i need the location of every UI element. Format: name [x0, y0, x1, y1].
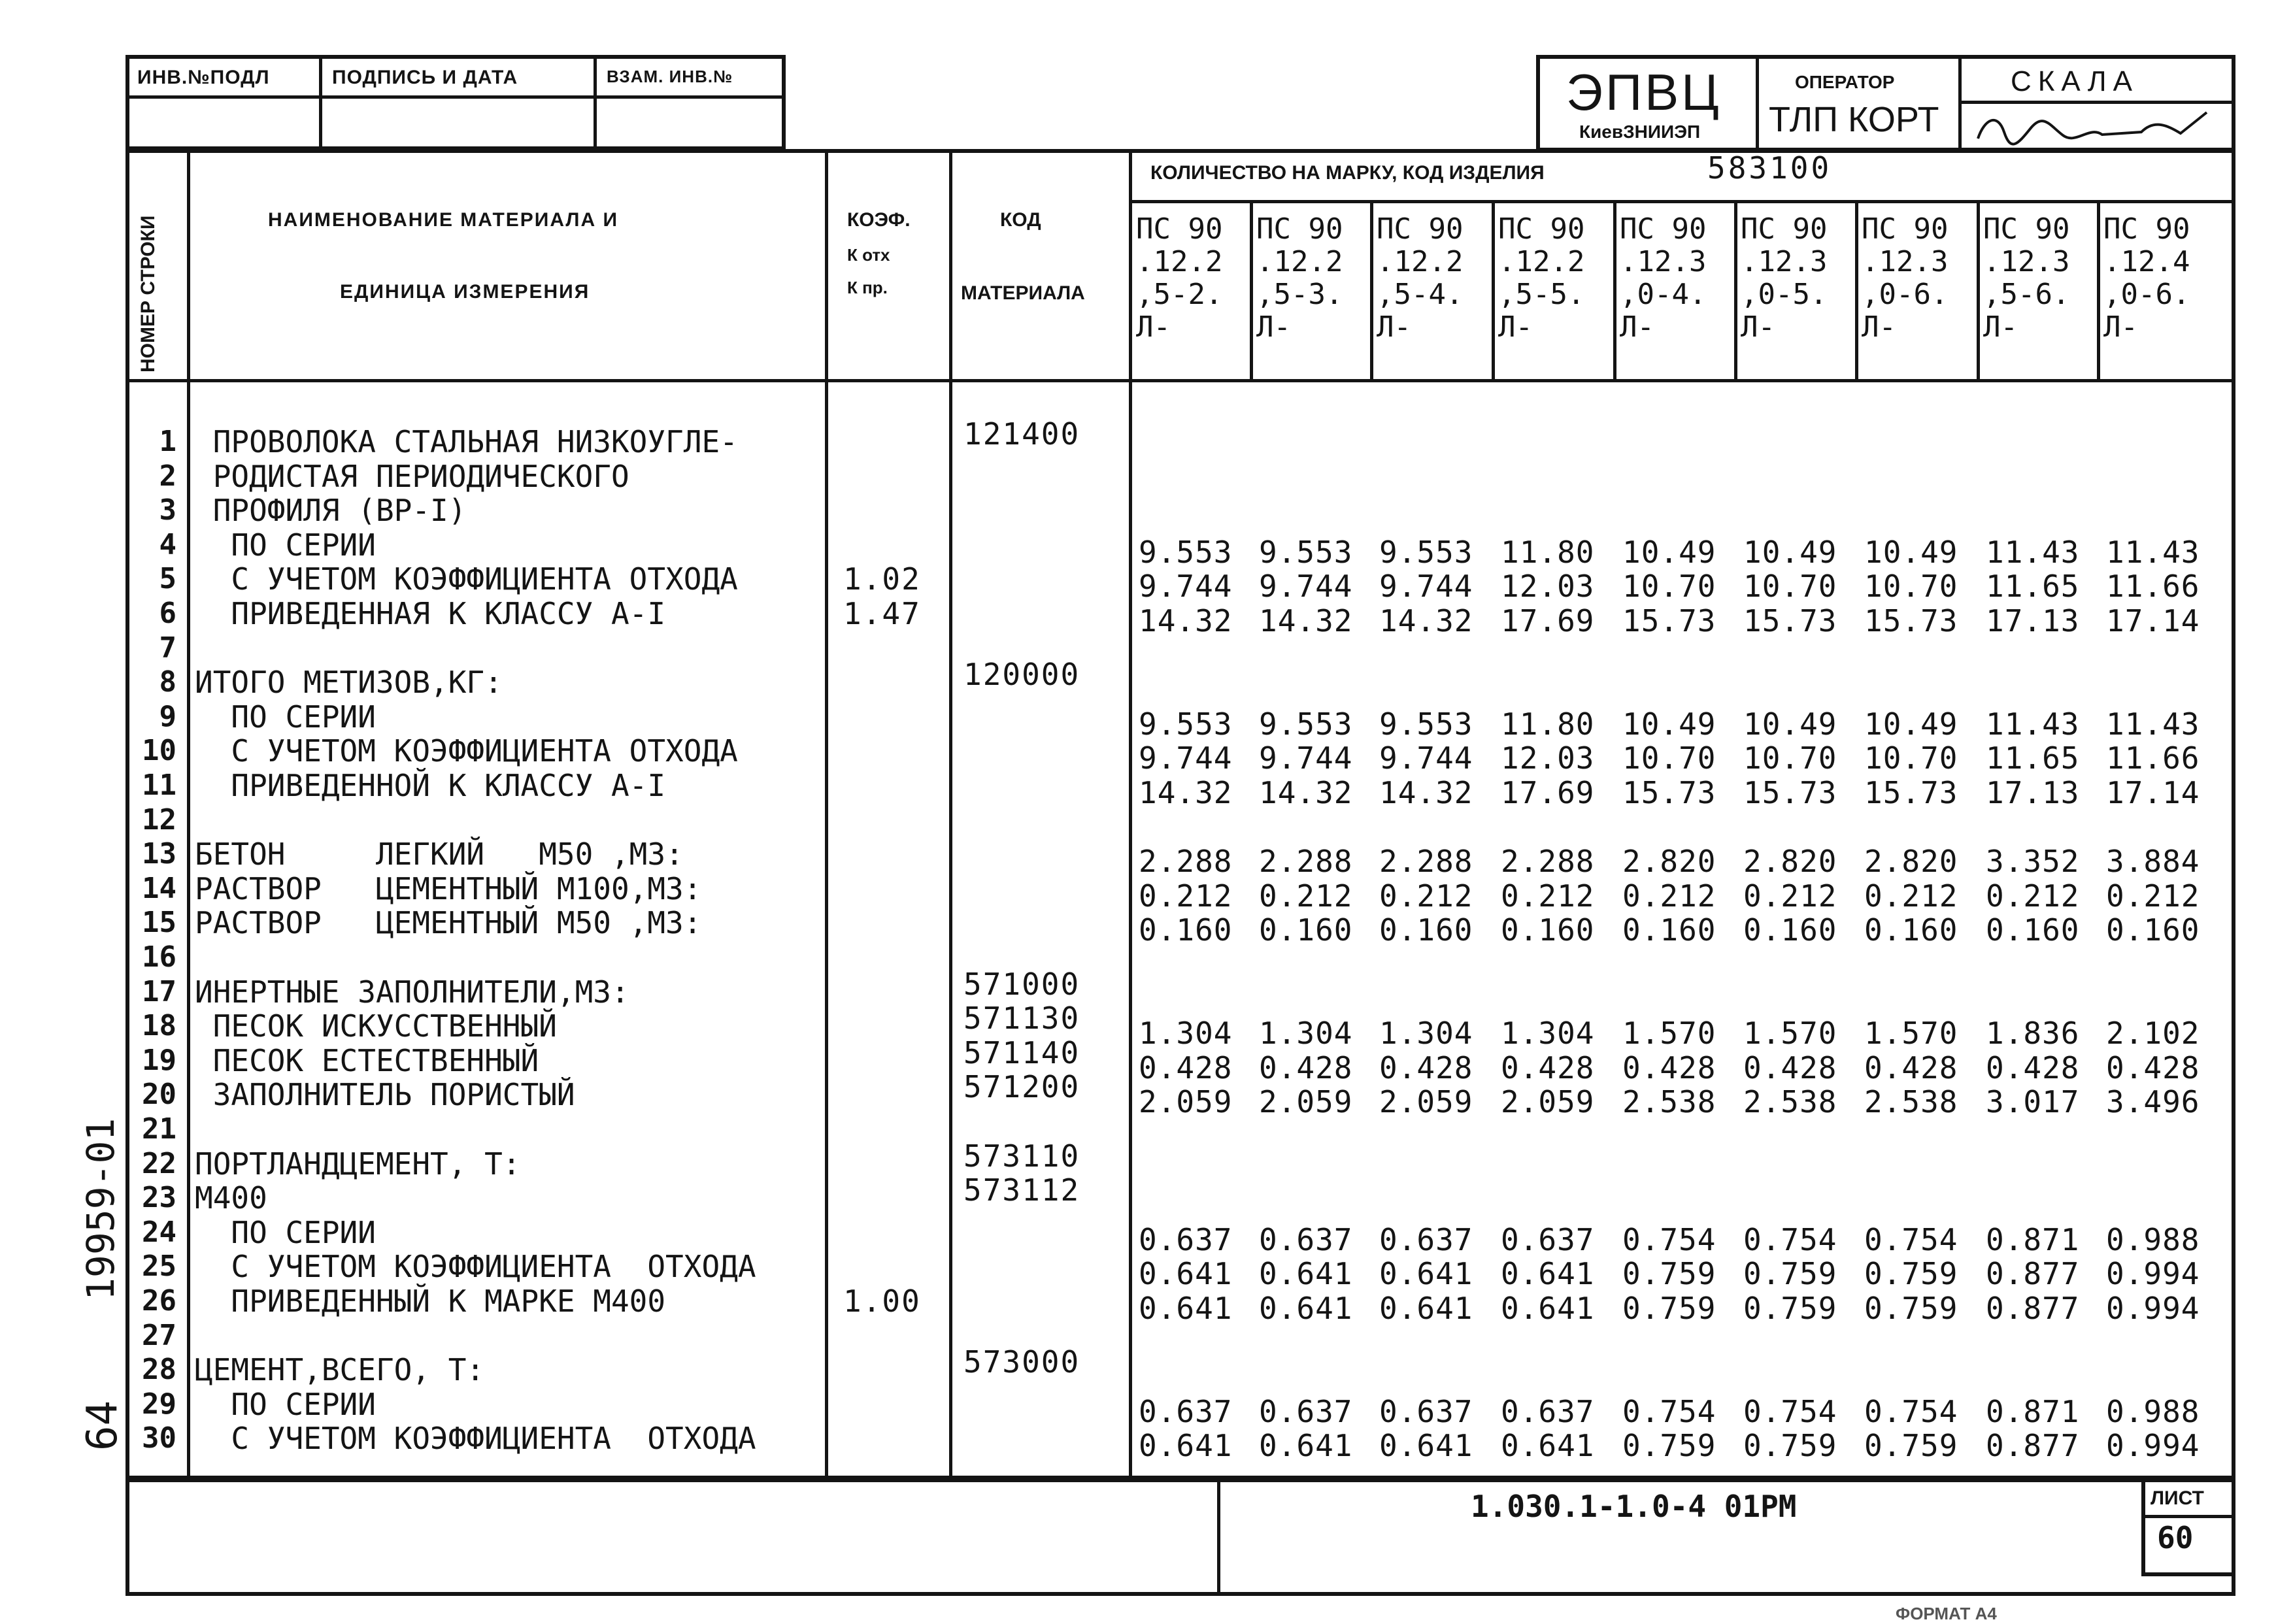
quantity-cell: 0.160	[1743, 912, 1837, 948]
material-description: ЗАПОЛНИТЕЛЬ ПОРИСТЫЙ	[195, 1077, 575, 1113]
quantity-cell: 0.428	[1501, 1050, 1595, 1085]
header-divider	[126, 379, 2235, 382]
row-number: 29	[142, 1387, 176, 1421]
quantity-cell: 0.759	[1743, 1428, 1837, 1464]
material-code: 121400	[963, 416, 1080, 452]
header-code-line1: КОД	[1000, 209, 1041, 231]
quantity-cell: 9.553	[1139, 534, 1233, 570]
stamp-inv-label: ИНВ.№ПОДЛ	[137, 67, 270, 88]
quantity-cell: 15.73	[1743, 603, 1837, 638]
header-name-line2: ЕДИНИЦА ИЗМЕРЕНИЯ	[340, 281, 590, 303]
quantity-cell: 1.304	[1501, 1016, 1595, 1052]
quantity-cell: 0.160	[1379, 912, 1473, 948]
row-number: 1	[159, 425, 176, 458]
material-description: РАСТВОР ЦЕМЕНТНЫЙ М50 ,М3:	[195, 905, 702, 941]
quantity-cell: 3.884	[2106, 844, 2200, 880]
material-description: ПРИВЕДЕННЫЙ К МАРКЕ М400	[195, 1284, 666, 1319]
quantity-cell: 0.212	[1622, 878, 1716, 914]
quantity-cell: 10.49	[1743, 706, 1837, 742]
material-code: 571000	[963, 966, 1080, 1002]
row-number: 9	[159, 699, 176, 733]
quantity-cell: 0.212	[1379, 878, 1473, 914]
quantity-cell: 0.759	[1864, 1428, 1958, 1464]
quantity-cell: 10.70	[1622, 569, 1716, 605]
product-column-header: ПС 90	[1983, 212, 2070, 246]
quantity-cell: 10.70	[1864, 569, 1958, 605]
product-column-header: .12.2	[1256, 245, 1343, 278]
row-number: 8	[159, 665, 176, 699]
row-number: 11	[142, 769, 176, 802]
quantity-cell: 0.759	[1622, 1428, 1716, 1464]
operator-label: ОПЕРАТОР	[1795, 72, 1895, 92]
quantity-cell: 0.212	[1259, 878, 1353, 914]
quantity-cell: 0.641	[1139, 1428, 1233, 1464]
quantity-cell: 15.73	[1622, 603, 1716, 638]
quantity-cell: 0.637	[1501, 1221, 1595, 1257]
product-column-header: ПС 90	[2103, 212, 2190, 246]
row-number: 26	[142, 1284, 176, 1317]
quantity-cell: 10.49	[1622, 706, 1716, 742]
quantity-cell: 0.994	[2106, 1428, 2200, 1464]
product-column-header: ,5-5.	[1498, 278, 1585, 311]
material-code: 571200	[963, 1069, 1080, 1105]
quantity-cell: 0.641	[1259, 1291, 1353, 1326]
product-column-header: ,5-6.	[1983, 278, 2070, 311]
quantity-cell: 11.43	[2106, 534, 2200, 570]
quantity-cell: 9.744	[1379, 569, 1473, 605]
quantity-cell: 1.570	[1864, 1016, 1958, 1052]
material-description: ПЕСОК ИСКУССТВЕННЫЙ	[195, 1008, 557, 1044]
quantity-cell: 12.03	[1501, 740, 1595, 776]
quantity-cell: 11.43	[2106, 706, 2200, 742]
material-description: ПРИВЕДЕННОЙ К КЛАССУ А-I	[195, 768, 666, 803]
quantity-cell: 17.14	[2106, 775, 2200, 810]
row-number: 25	[142, 1250, 176, 1284]
material-description: ПРОВОЛОКА СТАЛЬНАЯ НИЗКОУГЛЕ-	[195, 424, 738, 459]
quantity-cell: 0.641	[1139, 1256, 1233, 1292]
quantity-cell: 9.553	[1259, 706, 1353, 742]
quantity-cell: 14.32	[1379, 603, 1473, 638]
quantity-cell: 3.496	[2106, 1084, 2200, 1120]
quantity-cell: 9.744	[1259, 569, 1353, 605]
quantity-cell: 11.43	[1986, 706, 2080, 742]
product-column-header: ПС 90	[1498, 212, 1585, 246]
quantity-cell: 0.641	[1501, 1256, 1595, 1292]
quantity-cell: 0.160	[1986, 912, 2080, 948]
row-number: 12	[142, 803, 176, 837]
material-description: С УЧЕТОМ КОЭФФИЦИЕНТА ОТХОДА	[195, 561, 738, 597]
quantity-cell: 0.641	[1501, 1428, 1595, 1464]
quantity-cell: 17.14	[2106, 603, 2200, 638]
quantity-cell: 2.820	[1622, 844, 1716, 880]
quantity-cell: 0.160	[1864, 912, 1958, 948]
product-column-header: .12.2	[1377, 245, 1464, 278]
quantity-cell: 11.65	[1986, 740, 2080, 776]
header-coef-line1: КОЭФ.	[847, 209, 911, 231]
product-column-header: .12.3	[1983, 245, 2070, 278]
quantity-cell: 0.994	[2106, 1256, 2200, 1292]
format-label: ФОРМАТ А4	[1896, 1604, 1997, 1623]
quantity-cell: 11.43	[1986, 534, 2080, 570]
quantity-cell: 0.212	[1743, 878, 1837, 914]
material-description: ПРИВЕДЕННАЯ К КЛАССУ А-I	[195, 596, 666, 631]
header-coef-line3: К пр.	[847, 278, 888, 297]
quantity-cell: 17.13	[1986, 775, 2080, 810]
margin-page-number: 64	[78, 1400, 127, 1451]
operator-value: ТЛП КОРТ	[1769, 100, 1939, 139]
product-column-header: ПС 90	[1620, 212, 1707, 246]
org-box	[1536, 55, 2235, 152]
header-coef-line2: К отх	[847, 245, 890, 265]
material-description: РАСТВОР ЦЕМЕНТНЫЙ М100,М3:	[195, 870, 702, 906]
stamp-sign-label: ПОДПИСЬ И ДАТА	[332, 67, 518, 88]
row-number: 30	[142, 1421, 176, 1455]
quantity-cell: 0.759	[1864, 1256, 1958, 1292]
quantity-cell: 0.428	[2106, 1050, 2200, 1085]
product-column-header: ПС 90	[1862, 212, 1949, 246]
quantity-cell: 10.49	[1743, 534, 1837, 570]
quantity-cell: 0.759	[1864, 1291, 1958, 1326]
material-description: ПО СЕРИИ	[195, 1214, 376, 1250]
row-number: 16	[142, 940, 176, 974]
quantity-cell: 1.570	[1622, 1016, 1716, 1052]
quantity-cell: 2.288	[1501, 844, 1595, 880]
quantity-cell: 0.641	[1259, 1428, 1353, 1464]
quantity-cell: 17.69	[1501, 603, 1595, 638]
quantity-cell: 0.212	[1139, 878, 1233, 914]
quantity-cell: 17.69	[1501, 775, 1595, 810]
product-column-header: Л-	[1498, 310, 1533, 344]
material-code: 571130	[963, 1001, 1080, 1036]
material-description: ПЕСОК ЕСТЕСТВЕННЫЙ	[195, 1042, 539, 1078]
row-number: 17	[142, 974, 176, 1008]
quantity-cell: 2.820	[1743, 844, 1837, 880]
quantity-cell: 10.49	[1622, 534, 1716, 570]
material-code: 571140	[963, 1035, 1080, 1070]
quantity-cell: 9.553	[1259, 534, 1353, 570]
signature-scribble	[1971, 106, 2233, 152]
product-column-header: ,0-6.	[2103, 278, 2190, 311]
product-column-header: ПС 90	[1136, 212, 1223, 246]
quantity-cell: 0.759	[1622, 1291, 1716, 1326]
document-code: 1.030.1-1.0-4 01РМ	[1471, 1489, 1797, 1524]
quantity-cell: 9.744	[1139, 569, 1233, 605]
quantity-cell: 10.70	[1743, 740, 1837, 776]
row-number: 22	[142, 1146, 176, 1180]
quantity-cell: 0.428	[1743, 1050, 1837, 1085]
row-number: 5	[159, 562, 176, 596]
product-column-header: Л-	[1377, 310, 1411, 344]
qty-header-divider	[1129, 200, 2235, 203]
quantity-cell: 2.538	[1622, 1084, 1716, 1120]
quantity-cell: 9.744	[1259, 740, 1353, 776]
quantity-cell: 0.641	[1379, 1428, 1473, 1464]
quantity-cell: 0.160	[1139, 912, 1233, 948]
row-number: 15	[142, 906, 176, 940]
row-number: 24	[142, 1215, 176, 1249]
quantity-cell: 0.637	[1259, 1393, 1353, 1429]
quantity-cell: 0.428	[1622, 1050, 1716, 1085]
row-number: 20	[142, 1078, 176, 1112]
coefficient-value: 1.00	[843, 1284, 921, 1319]
signer-name: СКАЛА	[2011, 65, 2139, 97]
quantity-cell: 15.73	[1864, 603, 1958, 638]
quantity-cell: 0.754	[1864, 1221, 1958, 1257]
row-number: 13	[142, 837, 176, 871]
quantity-cell: 12.03	[1501, 569, 1595, 605]
row-number: 7	[159, 631, 176, 665]
material-description: РОДИСТАЯ ПЕРИОДИЧЕСКОГО	[195, 458, 629, 494]
quantity-cell: 0.988	[2106, 1221, 2200, 1257]
quantity-cell: 11.80	[1501, 534, 1595, 570]
row-number: 18	[142, 1009, 176, 1043]
quantity-cell: 0.212	[1501, 878, 1595, 914]
quantity-cell: 9.744	[1379, 740, 1473, 776]
quantity-cell: 0.759	[1743, 1291, 1837, 1326]
footer-separator	[1217, 1478, 1220, 1595]
product-column-header: ,5-4.	[1377, 278, 1464, 311]
quantity-cell: 0.754	[1622, 1393, 1716, 1429]
quantity-cell: 0.994	[2106, 1291, 2200, 1326]
quantity-cell: 0.641	[1379, 1291, 1473, 1326]
quantity-cell: 9.553	[1139, 706, 1233, 742]
quantity-cell: 0.754	[1864, 1393, 1958, 1429]
quantity-cell: 17.13	[1986, 603, 2080, 638]
row-number: 21	[142, 1112, 176, 1146]
quantity-cell: 2.820	[1864, 844, 1958, 880]
row-number: 4	[159, 527, 176, 561]
quantity-cell: 15.73	[1743, 775, 1837, 810]
material-description: С УЧЕТОМ КОЭФФИЦИЕНТА ОТХОДА	[195, 733, 738, 769]
quantity-cell: 14.32	[1259, 603, 1353, 638]
quantity-cell: 0.759	[1622, 1256, 1716, 1292]
quantity-cell: 0.877	[1986, 1256, 2080, 1292]
quantity-cell: 0.428	[1379, 1050, 1473, 1085]
quantity-cell: 2.288	[1139, 844, 1233, 880]
product-column-header: Л-	[1620, 310, 1654, 344]
quantity-cell: 0.754	[1743, 1393, 1837, 1429]
col-sep-rownum	[187, 149, 190, 1482]
col-sep-code	[1129, 149, 1132, 1482]
product-column-header: .12.3	[1741, 245, 1828, 278]
material-description: ЦЕМЕНТ,ВСЕГО, Т:	[195, 1352, 485, 1388]
quantity-cell: 0.428	[1986, 1050, 2080, 1085]
quantity-cell: 9.744	[1139, 740, 1233, 776]
quantity-cell: 2.102	[2106, 1016, 2200, 1052]
quantity-cell: 0.759	[1743, 1256, 1837, 1292]
quantity-cell: 0.212	[2106, 878, 2200, 914]
material-description: С УЧЕТОМ КОЭФФИЦИЕНТА ОТХОДА	[195, 1421, 756, 1457]
stamp-box	[126, 55, 786, 150]
quantity-cell: 0.428	[1139, 1050, 1233, 1085]
product-column-header: .12.4	[2103, 245, 2190, 278]
product-column-header: Л-	[1983, 310, 2018, 344]
header-qty-label: КОЛИЧЕСТВО НА МАРКУ, КОД ИЗДЕЛИЯ	[1150, 162, 1545, 184]
quantity-cell: 0.637	[1501, 1393, 1595, 1429]
quantity-cell: 3.017	[1986, 1084, 2080, 1120]
quantity-cell: 0.637	[1379, 1221, 1473, 1257]
quantity-cell: 2.059	[1379, 1084, 1473, 1120]
material-code: 573112	[963, 1172, 1080, 1208]
product-column-header: ,0-5.	[1741, 278, 1828, 311]
product-column-header: ПС 90	[1256, 212, 1343, 246]
quantity-cell: 0.871	[1986, 1221, 2080, 1257]
material-description: ИТОГО МЕТИЗОВ,КГ:	[195, 665, 503, 701]
col-sep-coef	[949, 149, 952, 1482]
quantity-cell: 14.32	[1259, 775, 1353, 810]
quantity-cell: 0.212	[1864, 878, 1958, 914]
material-description: М400	[195, 1180, 267, 1216]
row-number: 14	[142, 871, 176, 905]
sheet-number: 60	[2157, 1520, 2194, 1555]
quantity-cell: 2.538	[1864, 1084, 1958, 1120]
coefficient-value: 1.47	[843, 596, 921, 631]
quantity-cell: 0.754	[1622, 1221, 1716, 1257]
row-number: 3	[159, 493, 176, 527]
product-column-header: .12.2	[1136, 245, 1223, 278]
quantity-cell: 0.877	[1986, 1291, 2080, 1326]
material-description: ИНЕРТНЫЕ ЗАПОЛНИТЕЛИ,М3:	[195, 974, 629, 1010]
product-column-header: Л-	[1256, 310, 1291, 344]
product-column-header: ,0-4.	[1620, 278, 1707, 311]
org-name: ЭПВЦ	[1566, 63, 1722, 121]
quantity-cell: 11.66	[2106, 569, 2200, 605]
material-code: 120000	[963, 657, 1080, 693]
quantity-cell: 2.288	[1379, 844, 1473, 880]
quantity-cell: 0.428	[1259, 1050, 1353, 1085]
quantity-cell: 0.754	[1743, 1221, 1837, 1257]
quantity-cell: 10.70	[1622, 740, 1716, 776]
quantity-cell: 14.32	[1379, 775, 1473, 810]
quantity-cell: 2.059	[1501, 1084, 1595, 1120]
material-description: ПОРТЛАНДЦЕМЕНТ, Т:	[195, 1146, 521, 1182]
quantity-cell: 11.66	[2106, 740, 2200, 776]
row-number: 10	[142, 734, 176, 768]
row-number: 28	[142, 1353, 176, 1387]
quantity-cell: 11.80	[1501, 706, 1595, 742]
product-column-header: ,5-3.	[1256, 278, 1343, 311]
material-description: С УЧЕТОМ КОЭФФИЦИЕНТА ОТХОДА	[195, 1249, 756, 1285]
product-column-header: Л-	[1741, 310, 1775, 344]
quantity-cell: 9.553	[1379, 534, 1473, 570]
material-code: 573000	[963, 1344, 1080, 1380]
product-column-header: ПС 90	[1741, 212, 1828, 246]
product-column-header: .12.3	[1620, 245, 1707, 278]
material-description: БЕТОН ЛЕГКИЙ М50 ,М3:	[195, 837, 684, 872]
quantity-cell: 15.73	[1622, 775, 1716, 810]
quantity-cell: 1.304	[1379, 1016, 1473, 1052]
quantity-cell: 2.059	[1259, 1084, 1353, 1120]
header-qty-code: 583100	[1707, 150, 1832, 186]
quantity-cell: 0.637	[1139, 1393, 1233, 1429]
quantity-cell: 0.160	[1501, 912, 1595, 948]
material-description: ПО СЕРИИ	[195, 1386, 376, 1422]
quantity-cell: 0.428	[1864, 1050, 1958, 1085]
quantity-cell: 9.553	[1379, 706, 1473, 742]
quantity-cell: 14.32	[1139, 775, 1233, 810]
material-description: ПО СЕРИИ	[195, 699, 376, 735]
coefficient-value: 1.02	[843, 561, 921, 597]
row-number: 19	[142, 1043, 176, 1077]
quantity-cell: 0.160	[1259, 912, 1353, 948]
quantity-cell: 0.877	[1986, 1428, 2080, 1464]
material-code: 573110	[963, 1138, 1080, 1174]
quantity-cell: 0.641	[1501, 1291, 1595, 1326]
header-name-line1: НАИМЕНОВАНИЕ МАТЕРИАЛА И	[268, 209, 619, 231]
row-number: 27	[142, 1318, 176, 1352]
quantity-cell: 2.288	[1259, 844, 1353, 880]
quantity-cell: 0.212	[1986, 878, 2080, 914]
product-column-header: Л-	[2103, 310, 2138, 344]
quantity-cell: 11.65	[1986, 569, 2080, 605]
sheet-label: ЛИСТ	[2151, 1487, 2204, 1509]
quantity-cell: 1.304	[1139, 1016, 1233, 1052]
material-description: ПО СЕРИИ	[195, 527, 376, 563]
quantity-cell: 15.73	[1864, 775, 1958, 810]
margin-inventory-number: 19959-01	[78, 1118, 123, 1301]
product-column-header: ,0-6.	[1862, 278, 1949, 311]
quantity-cell: 1.836	[1986, 1016, 2080, 1052]
quantity-cell: 2.538	[1743, 1084, 1837, 1120]
product-column-header: Л-	[1136, 310, 1171, 344]
row-number: 6	[159, 597, 176, 630]
row-number: 2	[159, 459, 176, 493]
product-column-header: .12.3	[1862, 245, 1949, 278]
footer-box	[126, 1478, 2235, 1596]
quantity-cell: 0.641	[1379, 1256, 1473, 1292]
quantity-cell: 1.570	[1743, 1016, 1837, 1052]
col-sep-name	[825, 149, 828, 1482]
product-column-header: Л-	[1862, 310, 1896, 344]
material-description: ПРОФИЛЯ (ВР-I)	[195, 493, 467, 529]
quantity-cell: 0.637	[1259, 1221, 1353, 1257]
quantity-cell: 0.637	[1379, 1393, 1473, 1429]
quantity-cell: 0.988	[2106, 1393, 2200, 1429]
row-number: 23	[142, 1181, 176, 1215]
quantity-cell: 3.352	[1986, 844, 2080, 880]
quantity-cell: 10.49	[1864, 706, 1958, 742]
quantity-cell: 1.304	[1259, 1016, 1353, 1052]
quantity-cell: 2.059	[1139, 1084, 1233, 1120]
quantity-cell: 10.49	[1864, 534, 1958, 570]
quantity-cell: 0.641	[1259, 1256, 1353, 1292]
quantity-cell: 0.871	[1986, 1393, 2080, 1429]
quantity-cell: 14.32	[1139, 603, 1233, 638]
quantity-cell: 0.641	[1139, 1291, 1233, 1326]
stamp-replace-label: ВЗАМ. ИНВ.№	[607, 67, 733, 86]
product-column-header: .12.2	[1498, 245, 1585, 278]
product-column-header: ,5-2.	[1136, 278, 1223, 311]
quantity-cell: 0.637	[1139, 1221, 1233, 1257]
header-row-number: НОМЕР СТРОКИ	[137, 215, 159, 373]
quantity-cell: 10.70	[1743, 569, 1837, 605]
quantity-cell: 0.160	[2106, 912, 2200, 948]
header-code-line2: МАТЕРИАЛА	[961, 282, 1085, 304]
quantity-cell: 0.160	[1622, 912, 1716, 948]
quantity-cell: 10.70	[1864, 740, 1958, 776]
product-column-header: ПС 90	[1377, 212, 1464, 246]
org-sub: КиевЗНИИЭП	[1579, 122, 1701, 142]
